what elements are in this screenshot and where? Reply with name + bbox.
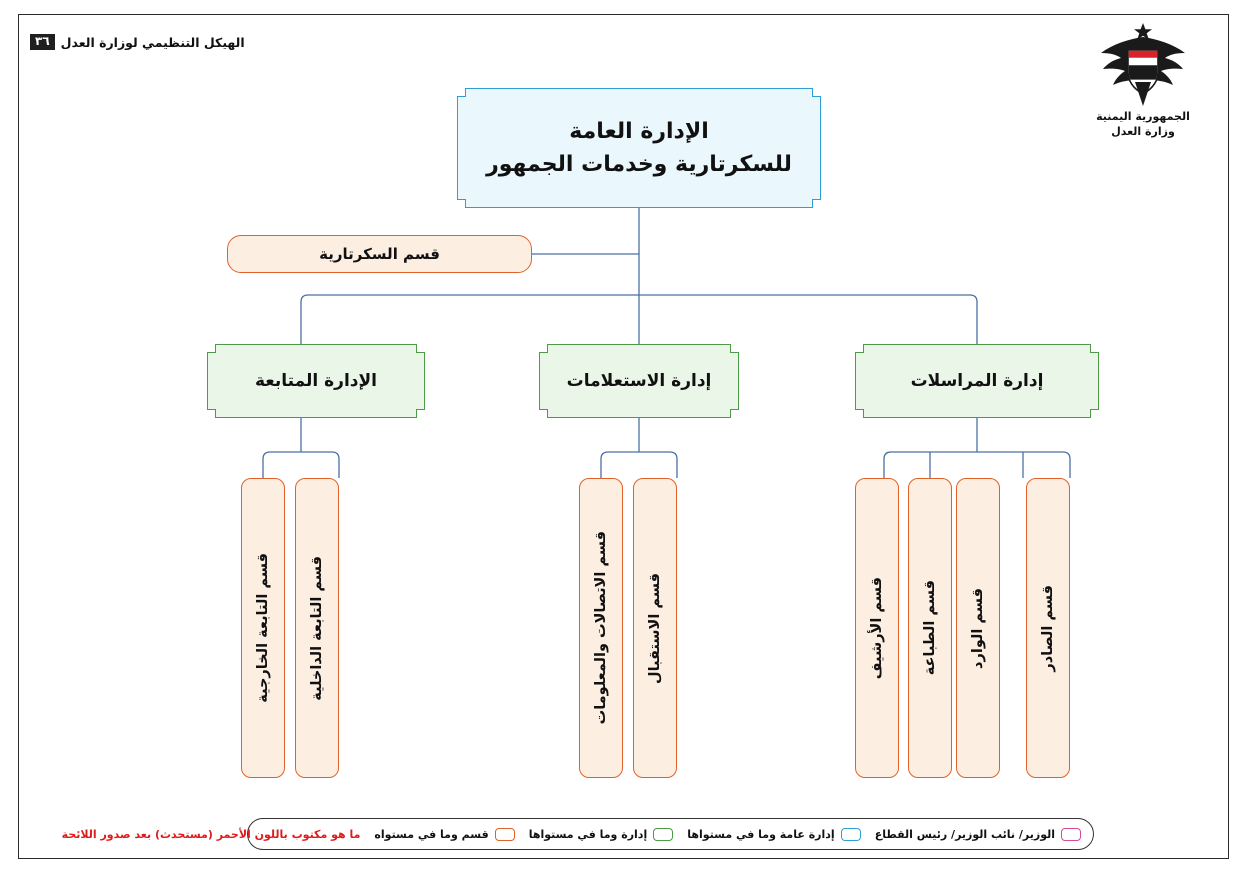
- legend-label: إدارة عامة وما في مستواها: [687, 827, 835, 841]
- node-label: قسم التابعة الخارجية: [254, 553, 271, 703]
- node-label: قسم الطباعة: [921, 580, 938, 676]
- node-title-line-2: للسكرتارية وخدمات الجمهور: [486, 152, 792, 177]
- node-section-archive[interactable]: [855, 478, 899, 778]
- legend-item-minister: [875, 828, 1081, 841]
- legend: [61, 818, 1094, 850]
- node-section-outgoing[interactable]: [1026, 478, 1070, 778]
- legend-note: ما هو مكتوب باللون الأحمر (مستحدث) بعد صدور اللائحة: [61, 827, 361, 841]
- node-title-line-1: الإدارة العامة: [569, 119, 709, 144]
- node-section-incoming[interactable]: [956, 478, 1000, 778]
- node-administration-correspondence[interactable]: [855, 344, 1099, 418]
- node-label: إدارة المراسلات: [910, 371, 1044, 391]
- emblem-caption-ministry: وزارة العدل: [1111, 124, 1175, 138]
- node-section-reception[interactable]: [633, 478, 677, 778]
- emblem-caption-country: الجمهورية اليمنية: [1096, 110, 1190, 123]
- node-label: قسم الصادر: [1039, 584, 1056, 672]
- legend-swatch-orange: [495, 828, 515, 841]
- node-label: قسم السكرتارية: [319, 245, 440, 263]
- node-general-administration[interactable]: [457, 88, 821, 208]
- legend-item-administration: [529, 828, 674, 841]
- node-section-printing[interactable]: [908, 478, 952, 778]
- legend-swatch-blue: [841, 828, 861, 841]
- legend-swatch-green: [653, 828, 673, 841]
- node-administration-inquiries[interactable]: [539, 344, 739, 418]
- node-label: قسم الوارد: [969, 587, 986, 669]
- legend-item-general-administration: [687, 828, 861, 841]
- node-section-secretariat[interactable]: [227, 235, 532, 273]
- page-number-badge: ٣٦: [30, 34, 55, 50]
- legend-label: الوزير/ نائب الوزير/ رئيس القطاع: [874, 827, 1055, 841]
- legend-label: إدارة وما في مستواها: [528, 827, 648, 841]
- node-administration-followup[interactable]: [207, 344, 425, 418]
- page-title: الهيكل التنظيمي لوزارة العدل: [60, 34, 245, 50]
- node-label: قسم الاتصالات والمعلومات: [592, 531, 609, 725]
- node-section-communications-information[interactable]: [579, 478, 623, 778]
- legend-item-section: [374, 828, 514, 841]
- node-label: قسم الأرشيف: [868, 576, 885, 680]
- node-label: قسم الاستقبال: [646, 572, 663, 684]
- node-section-external-followup[interactable]: [241, 478, 285, 778]
- node-section-internal-followup[interactable]: [295, 478, 339, 778]
- node-label: الإدارة المتابعة: [255, 371, 377, 391]
- legend-label: قسم وما في مستواه: [374, 827, 489, 841]
- node-label: إدارة الاستعلامات: [566, 371, 712, 391]
- node-label: قسم التابعة الداخلية: [308, 555, 325, 701]
- legend-swatch-pink: [1061, 828, 1081, 841]
